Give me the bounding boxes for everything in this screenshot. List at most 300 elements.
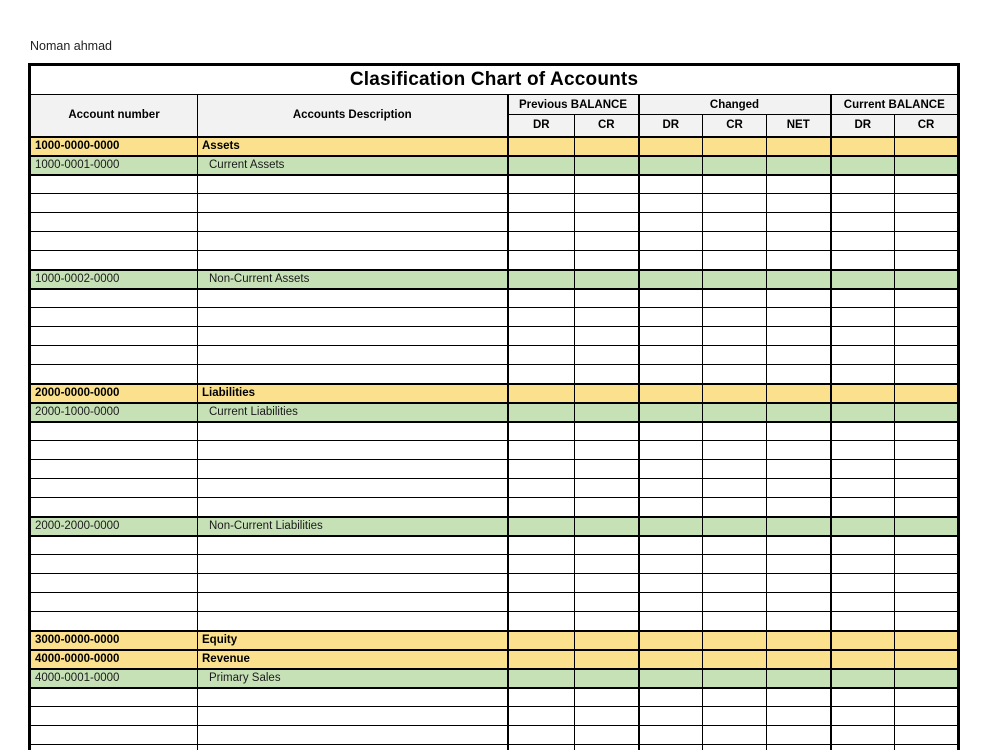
cell-balance (831, 384, 895, 403)
cell-balance (895, 137, 959, 156)
cell-balance (831, 232, 895, 251)
cell-balance (508, 137, 575, 156)
cell-balance (831, 194, 895, 213)
cell-balance (703, 346, 767, 365)
cell-balance (767, 251, 831, 270)
cell-balance (508, 707, 575, 726)
cell-account-number (30, 688, 198, 707)
cell-balance (767, 137, 831, 156)
cell-balance (575, 669, 639, 688)
cell-balance (767, 175, 831, 194)
cell-account-number (30, 232, 198, 251)
cell-balance (639, 555, 703, 574)
cell-balance (703, 156, 767, 175)
cell-balance (508, 460, 575, 479)
cell-balance (895, 631, 959, 650)
cell-account-number: 2000-2000-0000 (30, 517, 198, 536)
column-header-account-number: Account number (30, 95, 198, 137)
cell-account-number (30, 365, 198, 384)
cell-balance (895, 745, 959, 750)
cell-balance (639, 479, 703, 498)
author-name: Noman ahmad (30, 39, 112, 53)
cell-balance (639, 232, 703, 251)
cell-balance (508, 745, 575, 750)
cell-balance (575, 270, 639, 289)
cell-balance (831, 726, 895, 745)
cell-balance (639, 270, 703, 289)
cell-balance (895, 156, 959, 175)
cell-balance (767, 631, 831, 650)
cell-account-number: 2000-1000-0000 (30, 403, 198, 422)
cell-balance (639, 707, 703, 726)
cell-balance (831, 137, 895, 156)
cell-account-number (30, 460, 198, 479)
cell-balance (895, 232, 959, 251)
cell-balance (767, 270, 831, 289)
cell-account-number (30, 498, 198, 517)
cell-balance (703, 707, 767, 726)
cell-account-number: 4000-0001-0000 (30, 669, 198, 688)
cell-balance (639, 175, 703, 194)
cell-balance (767, 403, 831, 422)
cell-account-number: 4000-0000-0000 (30, 650, 198, 669)
cell-balance (895, 251, 959, 270)
cell-balance (703, 517, 767, 536)
cell-balance (831, 365, 895, 384)
cell-balance (895, 175, 959, 194)
table-row (30, 441, 959, 460)
cell-balance (575, 365, 639, 384)
cell-balance (639, 422, 703, 441)
cell-balance (508, 403, 575, 422)
cell-balance (767, 232, 831, 251)
cell-balance (767, 479, 831, 498)
cell-balance (703, 441, 767, 460)
cell-balance (831, 688, 895, 707)
cell-balance (703, 308, 767, 327)
cell-account-number (30, 175, 198, 194)
cell-accounts-description (198, 213, 508, 232)
cell-balance (767, 213, 831, 232)
cell-balance (895, 213, 959, 232)
table-row (30, 327, 959, 346)
cell-balance (703, 137, 767, 156)
cell-balance (703, 422, 767, 441)
cell-balance (703, 498, 767, 517)
cell-balance (508, 175, 575, 194)
cell-balance (767, 669, 831, 688)
cell-balance (767, 384, 831, 403)
cell-balance (575, 479, 639, 498)
cell-balance (639, 498, 703, 517)
cell-balance (508, 536, 575, 555)
cell-balance (831, 650, 895, 669)
table-row (30, 631, 959, 650)
cell-accounts-description (198, 707, 508, 726)
cell-balance (575, 593, 639, 612)
cell-balance (703, 403, 767, 422)
cell-balance (508, 441, 575, 460)
cell-balance (639, 574, 703, 593)
cell-balance (639, 669, 703, 688)
cell-balance (508, 593, 575, 612)
table-row (30, 308, 959, 327)
table-row (30, 346, 959, 365)
cell-balance (703, 555, 767, 574)
cell-balance (831, 479, 895, 498)
table-row (30, 498, 959, 517)
table-row (30, 593, 959, 612)
cell-account-number: 2000-0000-0000 (30, 384, 198, 403)
cell-balance (575, 612, 639, 631)
cell-accounts-description: Current Assets (198, 156, 508, 175)
cell-balance (575, 536, 639, 555)
title-row (30, 65, 959, 95)
table-row (30, 384, 959, 403)
cell-balance (895, 517, 959, 536)
table-row (30, 270, 959, 289)
cell-balance (508, 555, 575, 574)
table-row (30, 194, 959, 213)
table-title: Clasification Chart of Accounts (30, 65, 959, 95)
cell-balance (639, 289, 703, 308)
table-row (30, 517, 959, 536)
cell-balance (831, 498, 895, 517)
cell-balance (767, 422, 831, 441)
cell-accounts-description (198, 498, 508, 517)
cell-balance (639, 536, 703, 555)
cell-balance (831, 403, 895, 422)
cell-accounts-description (198, 612, 508, 631)
cell-balance (831, 536, 895, 555)
cell-balance (895, 346, 959, 365)
cell-balance (639, 517, 703, 536)
cell-balance (508, 346, 575, 365)
cell-balance (703, 175, 767, 194)
cell-balance (508, 384, 575, 403)
cell-balance (508, 327, 575, 346)
cell-balance (895, 612, 959, 631)
cell-balance (639, 137, 703, 156)
cell-balance (575, 745, 639, 750)
cell-accounts-description: Equity (198, 631, 508, 650)
cell-balance (895, 384, 959, 403)
cell-balance (703, 251, 767, 270)
cell-balance (703, 536, 767, 555)
column-subheader-dr: DR (831, 115, 895, 137)
cell-balance (703, 232, 767, 251)
cell-balance (895, 308, 959, 327)
cell-balance (575, 289, 639, 308)
cell-balance (831, 251, 895, 270)
cell-account-number: 1000-0001-0000 (30, 156, 198, 175)
table-row (30, 707, 959, 726)
cell-balance (703, 631, 767, 650)
cell-balance (508, 631, 575, 650)
cell-balance (703, 650, 767, 669)
cell-balance (639, 327, 703, 346)
cell-balance (831, 517, 895, 536)
table-row (30, 460, 959, 479)
cell-balance (575, 194, 639, 213)
column-subheader-cr: CR (895, 115, 959, 137)
cell-balance (703, 574, 767, 593)
cell-balance (767, 650, 831, 669)
cell-balance (895, 498, 959, 517)
table-row (30, 137, 959, 156)
cell-accounts-description (198, 251, 508, 270)
cell-accounts-description (198, 327, 508, 346)
cell-account-number (30, 327, 198, 346)
cell-balance (508, 289, 575, 308)
cell-balance (508, 498, 575, 517)
cell-balance (767, 327, 831, 346)
cell-accounts-description: Liabilities (198, 384, 508, 403)
table-head (30, 65, 959, 137)
cell-balance (508, 669, 575, 688)
cell-balance (575, 137, 639, 156)
cell-balance (508, 517, 575, 536)
column-group-header-current-balance: Current BALANCE (831, 95, 959, 115)
cell-balance (575, 175, 639, 194)
table-row (30, 175, 959, 194)
cell-account-number (30, 726, 198, 745)
cell-balance (767, 441, 831, 460)
table-row (30, 403, 959, 422)
cell-balance (703, 479, 767, 498)
cell-balance (575, 213, 639, 232)
cell-balance (895, 289, 959, 308)
cell-balance (575, 403, 639, 422)
cell-accounts-description (198, 194, 508, 213)
table-row (30, 156, 959, 175)
cell-accounts-description (198, 536, 508, 555)
cell-balance (767, 308, 831, 327)
cell-balance (703, 213, 767, 232)
cell-balance (831, 156, 895, 175)
cell-balance (767, 365, 831, 384)
cell-balance (508, 156, 575, 175)
cell-accounts-description (198, 232, 508, 251)
cell-balance (831, 422, 895, 441)
cell-accounts-description (198, 460, 508, 479)
chart-of-accounts-table (28, 63, 960, 750)
cell-balance (895, 460, 959, 479)
cell-balance (575, 308, 639, 327)
cell-balance (831, 669, 895, 688)
column-header-accounts-description: Accounts Description (198, 95, 508, 137)
cell-accounts-description (198, 289, 508, 308)
cell-balance (703, 688, 767, 707)
cell-balance (639, 460, 703, 479)
cell-balance (508, 270, 575, 289)
cell-balance (575, 460, 639, 479)
cell-balance (895, 536, 959, 555)
cell-accounts-description (198, 365, 508, 384)
cell-balance (767, 555, 831, 574)
cell-balance (767, 460, 831, 479)
table-row (30, 574, 959, 593)
cell-balance (703, 460, 767, 479)
cell-balance (639, 745, 703, 750)
cell-account-number (30, 612, 198, 631)
cell-balance (575, 232, 639, 251)
cell-balance (639, 631, 703, 650)
cell-balance (895, 365, 959, 384)
cell-balance (508, 726, 575, 745)
cell-balance (508, 232, 575, 251)
cell-balance (639, 403, 703, 422)
cell-accounts-description: Current Liabilities (198, 403, 508, 422)
cell-balance (508, 574, 575, 593)
cell-accounts-description (198, 593, 508, 612)
cell-balance (639, 612, 703, 631)
cell-balance (703, 365, 767, 384)
cell-account-number (30, 479, 198, 498)
cell-balance (767, 688, 831, 707)
cell-balance (703, 384, 767, 403)
table-row (30, 251, 959, 270)
cell-balance (703, 726, 767, 745)
cell-balance (575, 251, 639, 270)
cell-balance (895, 270, 959, 289)
cell-account-number (30, 289, 198, 308)
cell-accounts-description: Non-Current Assets (198, 270, 508, 289)
cell-balance (767, 536, 831, 555)
column-group-header-changed: Changed (639, 95, 831, 115)
cell-balance (575, 498, 639, 517)
cell-balance (639, 346, 703, 365)
cell-balance (703, 289, 767, 308)
cell-balance (639, 251, 703, 270)
cell-balance (767, 593, 831, 612)
cell-balance (831, 270, 895, 289)
cell-account-number (30, 422, 198, 441)
cell-account-number: 3000-0000-0000 (30, 631, 198, 650)
column-subheader-net: NET (767, 115, 831, 137)
cell-balance (508, 365, 575, 384)
cell-account-number (30, 707, 198, 726)
cell-balance (703, 194, 767, 213)
cell-balance (767, 289, 831, 308)
cell-accounts-description (198, 441, 508, 460)
cell-balance (895, 403, 959, 422)
cell-balance (831, 308, 895, 327)
cell-balance (575, 688, 639, 707)
cell-balance (895, 441, 959, 460)
cell-balance (508, 479, 575, 498)
cell-balance (895, 327, 959, 346)
cell-account-number (30, 574, 198, 593)
cell-balance (831, 289, 895, 308)
cell-balance (703, 669, 767, 688)
cell-account-number (30, 555, 198, 574)
cell-accounts-description (198, 346, 508, 365)
table-row (30, 555, 959, 574)
cell-balance (703, 270, 767, 289)
cell-accounts-description: Non-Current Liabilities (198, 517, 508, 536)
cell-balance (767, 194, 831, 213)
cell-account-number (30, 441, 198, 460)
cell-balance (639, 213, 703, 232)
cell-account-number (30, 194, 198, 213)
table-row (30, 726, 959, 745)
cell-account-number (30, 593, 198, 612)
cell-balance (575, 574, 639, 593)
column-subheader-cr: CR (575, 115, 639, 137)
cell-balance (831, 745, 895, 750)
cell-balance (639, 156, 703, 175)
column-subheader-dr: DR (508, 115, 575, 137)
cell-balance (575, 441, 639, 460)
cell-balance (575, 422, 639, 441)
cell-balance (639, 688, 703, 707)
cell-accounts-description (198, 479, 508, 498)
cell-balance (639, 194, 703, 213)
table-row (30, 669, 959, 688)
cell-account-number: 1000-0002-0000 (30, 270, 198, 289)
cell-balance (639, 365, 703, 384)
cell-balance (703, 327, 767, 346)
cell-balance (831, 213, 895, 232)
cell-balance (831, 175, 895, 194)
cell-balance (508, 688, 575, 707)
cell-account-number (30, 745, 198, 750)
cell-balance (767, 707, 831, 726)
cell-balance (575, 707, 639, 726)
cell-balance (831, 327, 895, 346)
cell-balance (508, 213, 575, 232)
table-row (30, 479, 959, 498)
cell-balance (767, 726, 831, 745)
cell-accounts-description (198, 574, 508, 593)
cell-balance (767, 574, 831, 593)
cell-balance (639, 726, 703, 745)
cell-balance (895, 593, 959, 612)
table-row (30, 650, 959, 669)
cell-balance (767, 517, 831, 536)
cell-balance (767, 346, 831, 365)
cell-balance (639, 384, 703, 403)
cell-balance (508, 612, 575, 631)
cell-balance (508, 308, 575, 327)
table-row (30, 232, 959, 251)
cell-balance (831, 441, 895, 460)
cell-balance (895, 726, 959, 745)
cell-balance (831, 707, 895, 726)
cell-accounts-description (198, 688, 508, 707)
cell-balance (508, 194, 575, 213)
cell-balance (895, 479, 959, 498)
cell-balance (575, 631, 639, 650)
cell-balance (703, 745, 767, 750)
cell-accounts-description (198, 175, 508, 194)
cell-balance (767, 745, 831, 750)
cell-balance (508, 422, 575, 441)
cell-balance (895, 707, 959, 726)
cell-accounts-description (198, 422, 508, 441)
header-row-groups (30, 95, 959, 115)
cell-balance (831, 593, 895, 612)
cell-balance (767, 612, 831, 631)
cell-balance (639, 650, 703, 669)
cell-balance (831, 574, 895, 593)
table-row (30, 289, 959, 308)
cell-balance (895, 650, 959, 669)
cell-balance (575, 346, 639, 365)
column-group-header-previous-balance: Previous BALANCE (508, 95, 639, 115)
cell-account-number (30, 536, 198, 555)
